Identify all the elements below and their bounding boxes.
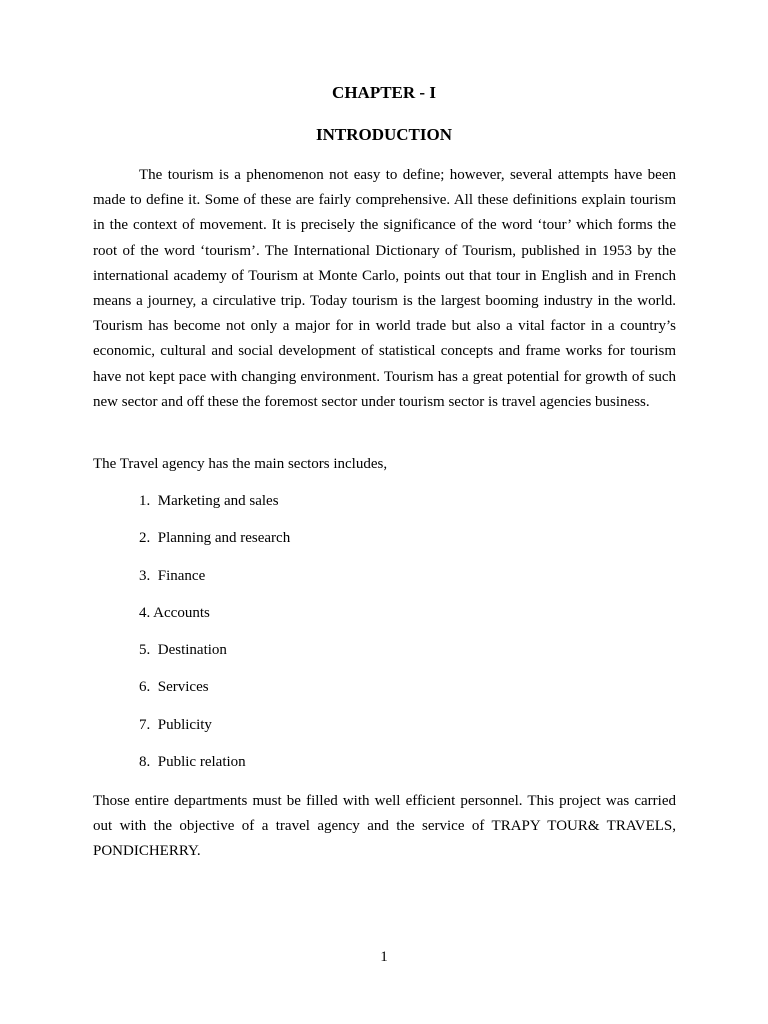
list-item: 7. Publicity — [139, 716, 212, 733]
sectors-list — [139, 490, 290, 788]
section-heading: INTRODUCTION — [315, 125, 453, 144]
list-item: 5. Destination — [139, 642, 227, 659]
closing-paragraph: Those entire departments must be filled with well efficient personnel. This project was carried out with the objective of a travel agency and the service of TRAPY TOUR& TRAVELS, PONDICHERRY. — [93, 793, 676, 859]
list-item: 2. Planning and research — [139, 530, 291, 547]
list-item: 8. Public relation — [139, 754, 246, 771]
list-item: 6. Services — [139, 679, 209, 696]
list-item: 1. Marketing and sales — [139, 493, 279, 509]
intro-paragraph: The tourism is a phenomenon not easy to define; however, several attempts have been made to define it. Some of these are fairly comprehensive. All these definitions explain tourism in the context of movement. It is precisely the significance of the word ‘tour’ which forms the root of the word ‘tourism’. The International Dictionary of Tourism, published in 1953 by the international academy of Tourism at Monte Carlo, points out that tour in English and in French means a journey, a circulative trip. Today tourism is the largest booming industry in the world. Tourism has become not only a major for in world trade but also a vital factor in a country’s economic, cultural and social development of statistical concepts and frame works for tourism have not kept pace with changing environment. Tourism has a great potential for growth of such new sector and off these the foremost sector under tourism sector is travel agencies business. — [93, 167, 676, 410]
chapter-heading: CHAPTER - I — [332, 83, 436, 102]
list-item: 4. Accounts — [139, 604, 210, 621]
sectors-lead-paragraph: The Travel agency has the main sectors includes, — [93, 456, 388, 472]
list-item: 3. Finance — [139, 567, 206, 584]
page-number: 1 — [380, 949, 388, 965]
